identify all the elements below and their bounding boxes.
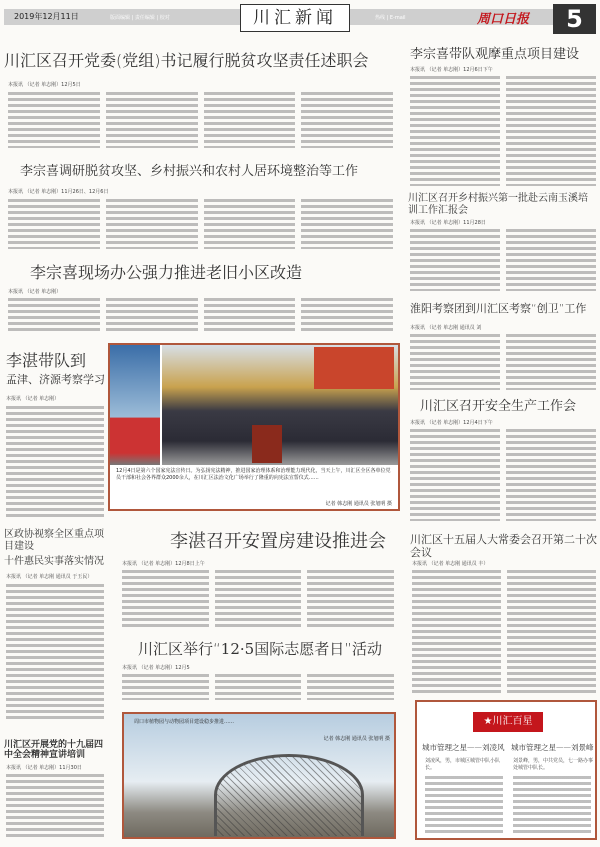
photo-dome-construction (122, 712, 396, 839)
lead-a1: 本报讯 （记者 单志刚）12月5日 (8, 82, 81, 88)
star-right-lead: 刘景峰，男，中共党员，七一路办事处城管中队长。 (513, 758, 594, 771)
photo-image-main (162, 345, 398, 465)
lead-a10: 本报讯 （记者 单志刚）12月8日上午 (122, 561, 205, 567)
headline-a12-pre: 川汇区举行“ (138, 640, 221, 658)
photo2-caption: 周口市植物园与动物园项目建设稳步推进…… (134, 719, 235, 725)
chuanhui-stars-badge: ★川汇百星 (473, 712, 543, 732)
headline-a3: 李宗喜调研脱贫攻坚、乡村振兴和农村人居环境整治等工作 (20, 164, 359, 179)
photo1-caption: 12月4日是第六个国家宪法宣传日。为弘扬宪法精神，推进国家治理体系和治理能力现代化，当天上午，川汇区全区各单位党员干部和社会各界群众2000余人，在川汇区法治文化广场举行了隆重的向宪法宣誓仪式…… (116, 468, 391, 481)
article-body-a5 (410, 229, 596, 291)
article-body-a8 (410, 429, 596, 521)
photo1-credit: 记者 韩志刚 通讯员 张旭明 摄 (325, 501, 392, 507)
lead-a4: 本报讯 （记者 单志刚） (8, 289, 62, 295)
headline-a12-post: 国际志愿者日”活动 (254, 640, 382, 658)
lead-a2: 本报讯 （记者 单志刚）12月6日下午 (410, 67, 493, 73)
headline-a9-line2: 十件惠民实事落实情况 (4, 556, 104, 567)
article-body-a12 (122, 674, 394, 700)
podium (252, 425, 282, 463)
lead-a8: 本报讯 （记者 单志刚）12月4日下午 (410, 420, 493, 426)
headline-a13: 川汇区开展党的十九届四中全会精神宣讲培训 (4, 740, 104, 761)
lead-a3: 本报讯 （记者 单志刚）11月26日、12月6日 (8, 189, 109, 195)
star-right-title: 城市管理之星——刘景峰 (511, 743, 594, 752)
star-right-body (513, 776, 591, 834)
red-billboard (314, 347, 394, 389)
headline-a7-line1: 李湛带队到 (6, 351, 87, 370)
headline-a6: 淮阳考察团到川汇区考察“创卫”工作 (410, 302, 587, 315)
headline-a7-line2: 孟津、济源考察学习 (6, 373, 105, 386)
steel-dome (214, 754, 364, 836)
star-left-body (425, 776, 503, 834)
headline-a2: 李宗喜带队观摩重点项目建设 (410, 47, 580, 62)
section-title: 川汇新闻 (240, 4, 350, 32)
newspaper-logo: 周口日报 (477, 12, 530, 27)
article-body-a1 (8, 92, 393, 148)
headline-a1: 川汇区召开党委(党组)书记履行脱贫攻坚责任述职会 (4, 51, 369, 70)
article-body-a3 (8, 199, 393, 249)
lead-a9: 本报讯 （记者 单志刚 通讯员 于玉民） (6, 574, 93, 580)
article-body-a13 (6, 774, 104, 840)
photo-image-left (110, 345, 160, 465)
headline-a9-line1: 区政协视察全区重点项目建设 (4, 529, 104, 552)
contact-info: 热线 | E-mail (375, 15, 406, 21)
lead-a12: 本报讯 （记者 单志刚）12月5 (122, 665, 190, 671)
photo2-credit: 记者 韩志刚 通讯员 张旭明 摄 (323, 736, 390, 742)
editor-credits: 版面编辑 | 责任编辑 | 校对 (110, 15, 170, 21)
lead-a6: 本报讯 （记者 单志刚 通讯员 刘 (410, 325, 482, 331)
headline-a8: 川汇区召开安全生产工作会 (420, 399, 577, 414)
article-body-a10 (122, 570, 394, 630)
photo-constitution-oath (108, 343, 400, 511)
issue-date: 2019年12月11日 (14, 12, 79, 21)
chuanhui-stars-box (415, 700, 597, 840)
article-body-a4 (8, 298, 393, 334)
headline-a4: 李宗喜现场办公强力推进老旧小区改造 (30, 263, 303, 282)
headline-a11: 川汇区十五届人大常委会召开第二十次会议 (410, 533, 597, 559)
headline-a10: 李湛召开安置房建设推进会 (170, 531, 386, 552)
page-number: 5 (553, 4, 596, 34)
headline-a12-date: 12·5 (220, 640, 255, 658)
lead-a7: 本报讯 （记者 单志刚） (6, 396, 60, 402)
article-body-a2 (410, 76, 596, 186)
article-body-a9 (6, 584, 104, 722)
article-body-a6 (410, 334, 596, 390)
lead-a13: 本报讯 （记者 单志刚）11月30日 (6, 765, 82, 771)
headline-a12 (138, 641, 382, 658)
star-left-title: 城市管理之星——刘凌风 (422, 743, 505, 752)
article-body-a7 (6, 406, 104, 520)
star-left-lead: 刘凌风，男，市城区城管中队小队长。 (425, 758, 501, 771)
article-body-a11 (412, 570, 596, 694)
lead-a5: 本报讯 （记者 单志刚）11月28日 (410, 220, 486, 226)
headline-a5: 川汇区召开乡村振兴第一批赴云南玉溪培训工作汇报会 (408, 193, 588, 216)
lead-a11: 本报讯 （记者 单志刚 通讯员 丰） (412, 561, 489, 567)
